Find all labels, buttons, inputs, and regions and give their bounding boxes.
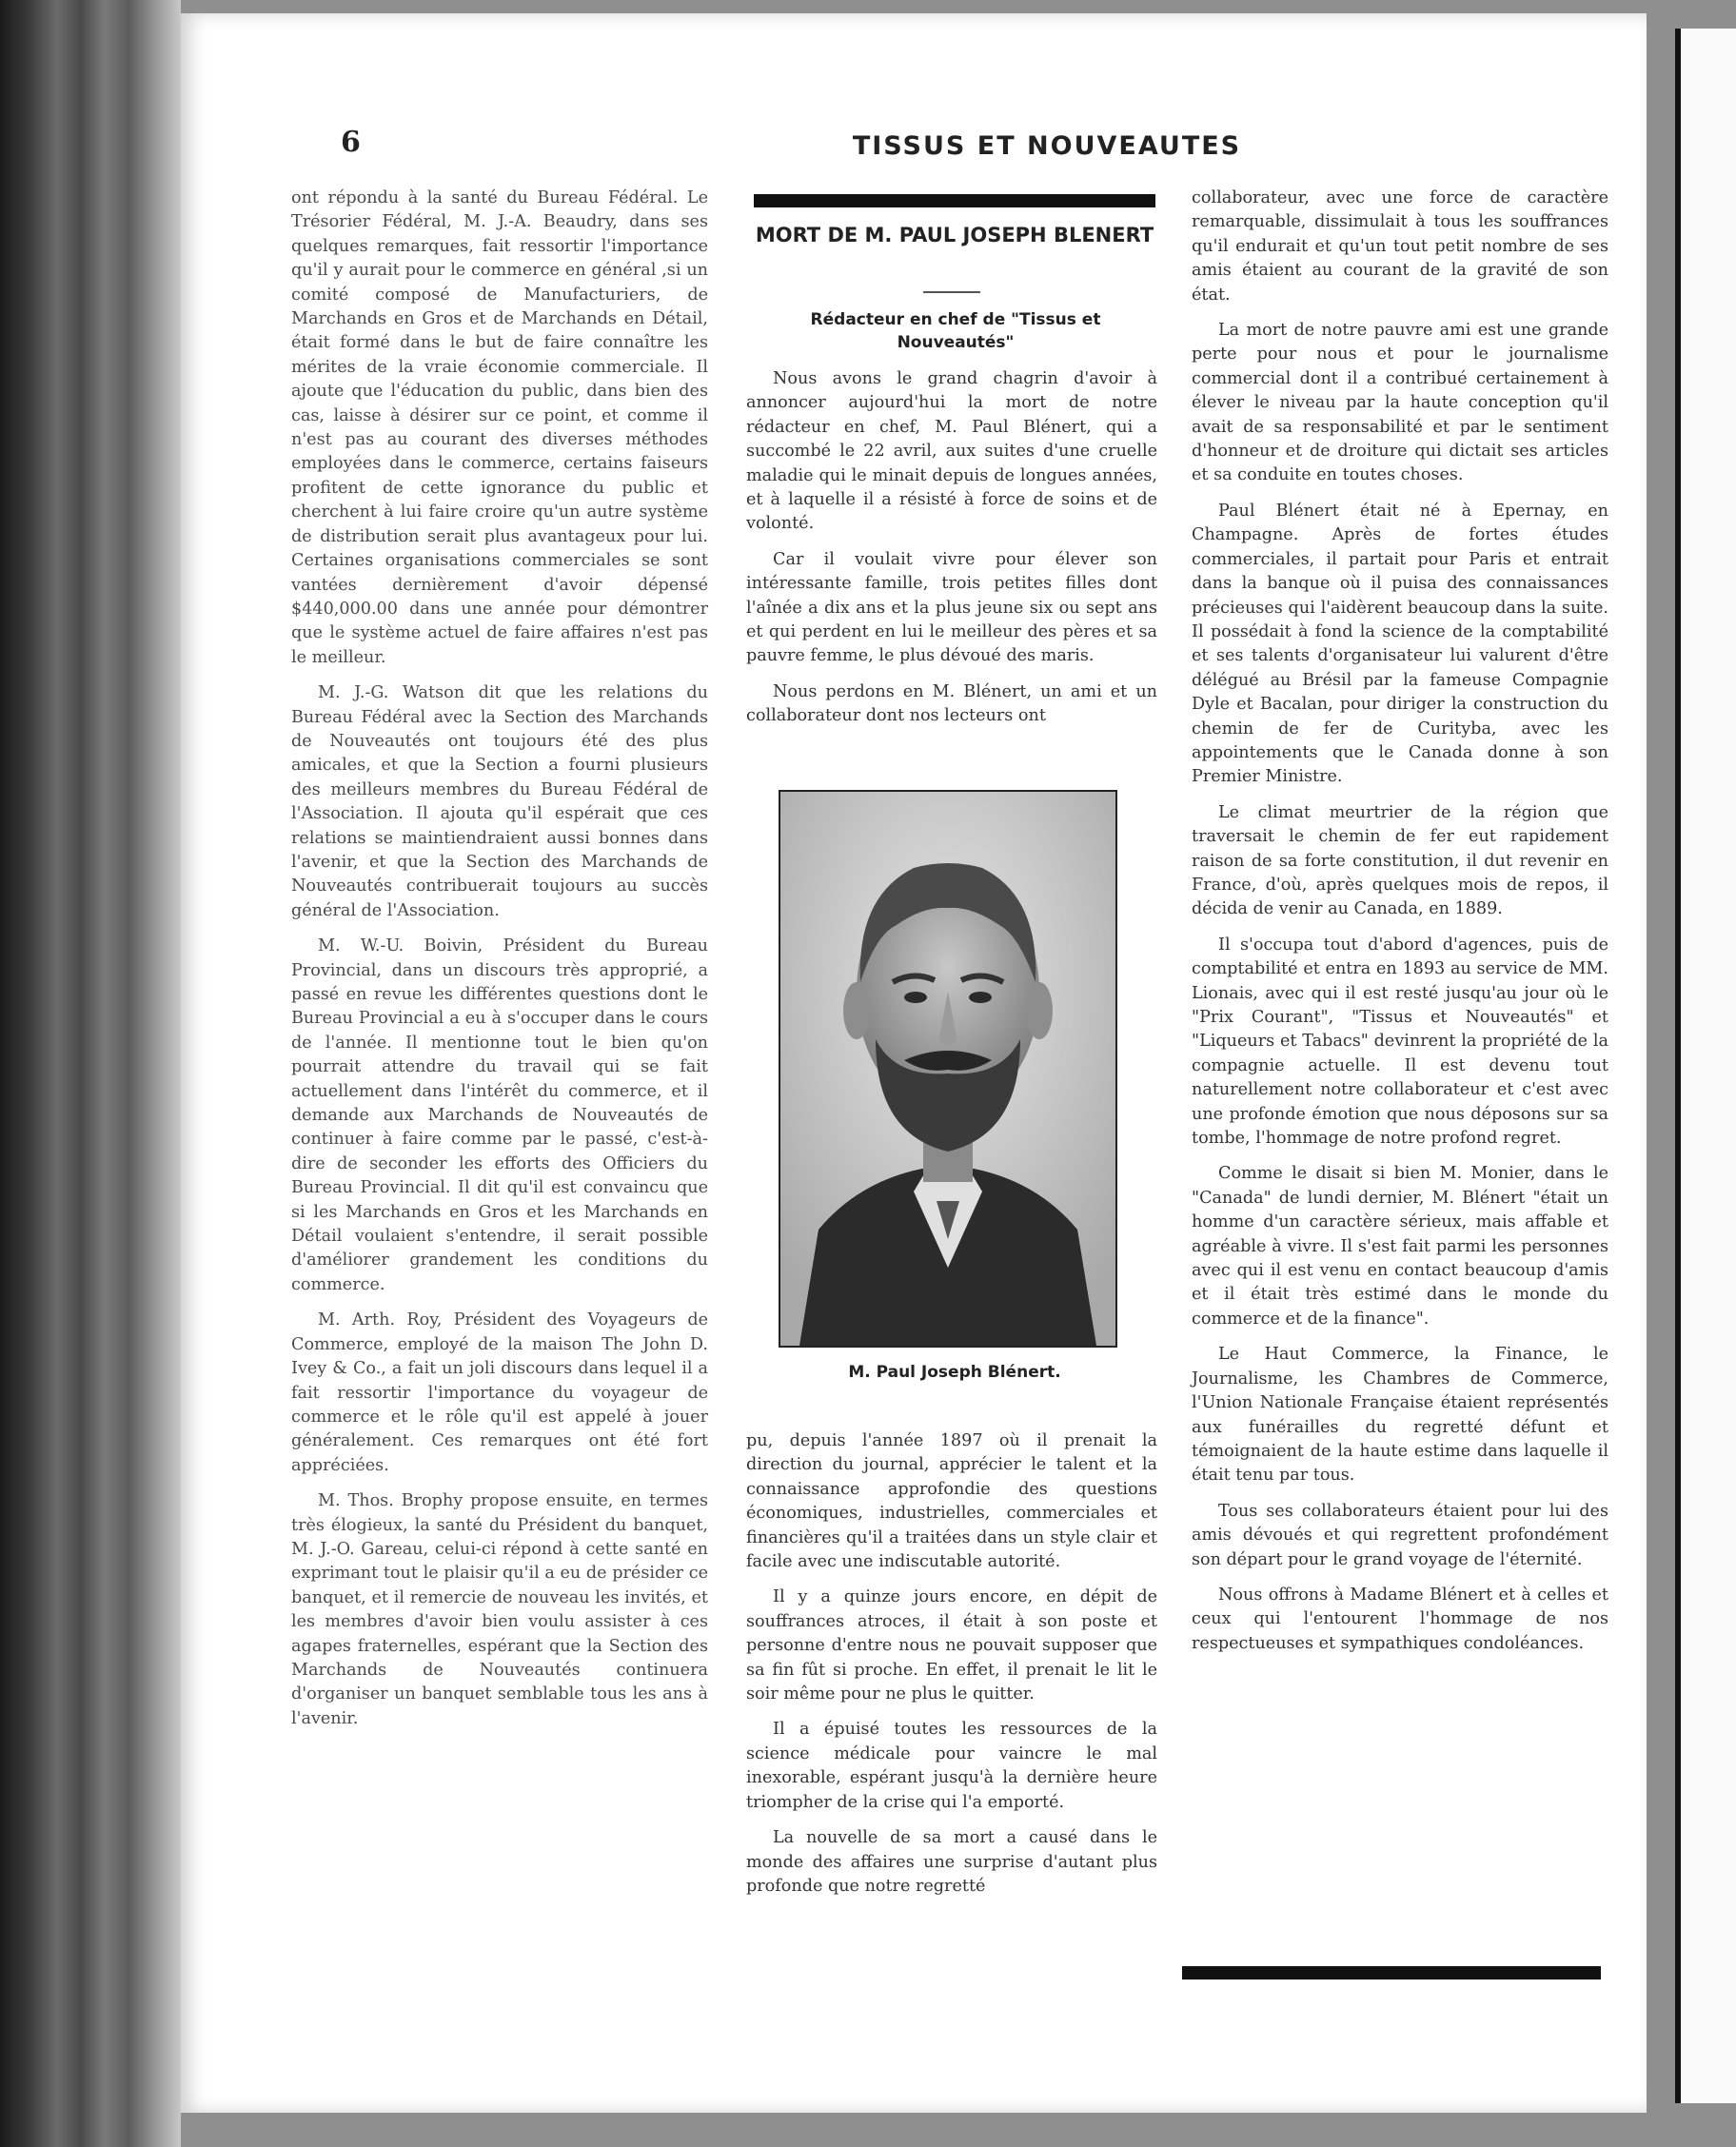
bottom-rule <box>1182 1966 1601 1980</box>
top-rule <box>754 194 1155 207</box>
paragraph: Nous perdons en M. Blénert, un ami et un collaborateur dont nos lecteurs ont <box>746 681 1157 726</box>
paragraph: M. Arth. Roy, Président des Voyageurs de Commerce, employé de la maison The John D. Ivey & Co., a fait un joli discours dans lequel il a fait ressortir l'importance du voyageur de commerce et le rôle qu'il est appelé à jouer généralement. Ces remarques ont été fort appréciées. <box>291 1310 708 1475</box>
article-column-top <box>746 367 1157 740</box>
paragraph: Le Haut Commerce, la Finance, le Journalisme, les Chambres de Commerce, l'Union Nationale Française étaient représentés aux funérailles du regretté défunt et témoignaient de la haute estime dans laquelle il était tenu par tous. <box>1192 1345 1608 1486</box>
book-binding <box>0 0 181 2147</box>
paragraph: M. W.-U. Boivin, Président du Bureau Provincial, dans un discours très approprié, a passé en revue les différentes questions dont le Bureau Provincial a eu à s'occuper dans le cours de l'année. Il mentionne tout le bien qu'on pourrait attendre du travail qui se fait actuellement dans l'intérêt du commerce, et il demande aux Marchands de Nouveautés de continuer à faire comme par le passé, c'est-à-dire de seconder les efforts des Officiers du Bureau Provincial. Il dit qu'il est convaincu que si les Marchands en Gros et les Marchands en Détail voulaient s'entendre, il serait possible d'améliorer grandement les conditions du commerce. <box>291 936 708 1294</box>
right-column <box>1192 187 1608 1667</box>
paragraph: collaborateur, avec une force de caractère remarquable, dissimulait à tous les souffrances qu'il endurait et qu'un tout petit nombre de ses amis étaient au courant de la gravité de son état. <box>1192 188 1608 305</box>
paragraph: ont répondu à la santé du Bureau Fédéral. Le Trésorier Fédéral, M. J.-A. Beaudry, dans ses quelques remarques, fait ressortir l'importance qu'il y aurait pour le commerce en général ,si un comité composé de Manufacturiers, de Marchands en Gros et de Marchands en Détail, était formé dans le but de faire connaître les mérites de la vraie économie commerciale. Il ajoute que l'éducation du public, dans bien des cas, laisse à désirer sur ce point, et comme il n'est pas au courant des diverses méthodes employées dans le commerce, certains faiseurs profitent de cette ignorance du public et cherchent à lui faire croire qu'un autre système de distribution serait plus avantageux pour lui. Certaines organisations commerciales se sont vantées dernièrement d'avoir dépensé $440,000.00 dans une année pour démontrer que le système actuel de faire affaires n'est pas le meilleur. <box>291 188 708 667</box>
paragraph: Le climat meurtrier de la région que traversait le chemin de fer eut rapidement raison de sa forte constitution, il dut revenir en France, d'où, après quelques mois de repos, il décida de venir au Canada, en 1889. <box>1192 802 1608 919</box>
paragraph: Tous ses collaborateurs étaient pour lui des amis dévoués et qui regrettent profondément son départ pour le grand voyage de l'éternité. <box>1192 1501 1608 1569</box>
paragraph: La mort de notre pauvre ami est une grande perte pour nous et pour le journalisme commercial dont il a contribué certainement à élever le niveau par la haute conception qu'il avait de sa responsabilité et par le sentiment d'honneur et de droiture qui dictait ses articles et sa conduite en toutes choses. <box>1192 321 1608 485</box>
article-subtitle: Rédacteur en chef de "Tissus et Nouveautés" <box>810 310 1101 352</box>
left-column <box>291 187 708 1743</box>
article-column-bottom <box>746 1429 1157 1910</box>
paragraph: M. Thos. Brophy propose ensuite, en termes très élogieux, la santé du Président du banquet, M. J.-O. Gareau, celui-ci répond à cette santé en exprimant tout le plaisir qu'il a eu de présider ce banquet, et il remercie de nouveau les invités, et les membres d'avoir bien voulu assister à ces agapes fraternelles, espérant que la Section des Marchands de Nouveautés continuera d'organiser un banquet semblable tous les ans à l'avenir. <box>291 1491 708 1728</box>
portrait-image <box>780 792 1115 1346</box>
portrait-photo <box>779 790 1117 1348</box>
journal-page <box>181 13 1647 2113</box>
next-page-edge <box>1675 29 1736 2103</box>
paragraph: Car il voulait vivre pour élever son intéressante famille, trois petites filles dont l'aînée a dix ans et la plus jeune six ou sept ans et qui perdent en lui le meilleur des pères et sa pauvre femme, le plus dévoué des maris. <box>746 549 1157 666</box>
article-title: MORT DE M. PAUL JOSEPH BLENERT <box>755 224 1154 246</box>
paragraph: Paul Blénert était né à Epernay, en Champagne. Après de fortes études commerciales, il partait pour Paris et entrait dans la banque où il puisa des connaissances précieuses qui l'aidèrent beaucoup dans la suite. Il possédait à fond la science de la comptabilité et ses talents d'organisateur lui valurent d'être délégué au Brésil par la fameuse Compagnie Dyle et Bacalan, pour diriger la construction du chemin de fer de Curityba, avec les appointements que le Canada donne à son Premier Ministre. <box>1192 501 1608 787</box>
running-head: TISSUS ET NOUVEAUTES <box>852 131 1242 161</box>
title-divider <box>923 291 980 293</box>
photo-caption: M. Paul Joseph Blénert. <box>848 1363 1061 1382</box>
paragraph: Il a épuisé toutes les ressources de la science médicale pour vaincre le mal inexorable, espérant jusqu'à la dernière heure triompher de la crise qui l'a emporté. <box>746 1720 1157 1812</box>
paragraph: La nouvelle de sa mort a causé dans le monde des affaires une surprise d'autant plus profonde que notre regretté <box>746 1828 1157 1896</box>
paragraph: Comme le disait si bien M. Monier, dans le "Canada" de lundi dernier, M. Blénert "était un homme d'un caractère sérieux, mais affable et agréable à vivre. Il s'est fait parmi les personnes avec qui il est venu en contact beaucoup d'amis et il était très estimé dans le monde du commerce et de la finance". <box>1192 1164 1608 1329</box>
paragraph: Nous avons le grand chagrin d'avoir à annoncer aujourd'hui la mort de notre rédacteur en chef, M. Paul Blénert, qui a succombé le 22 avril, aux suites d'une cruelle maladie qui le minait depuis de longues années, et à laquelle il a résisté à force de soins et de volonté. <box>746 369 1157 534</box>
paragraph: pu, depuis l'année 1897 où il prenait la direction du journal, apprécier le talent et la connaissance approfondie des questions économiques, industrielles, commerciales et financières qu'il a traitées dans un style clair et facile avec une indiscutable autorité. <box>746 1431 1157 1572</box>
paragraph: Il s'occupa tout d'abord d'agences, puis de comptabilité et entra en 1893 au service de MM. Lionais, avec qui il est resté jusqu'au jour où le "Prix Courant", "Tissus et Nouveautés" et "Liqueurs et Tabacs" devinrent la propriété de la compagnie actuelle. Il est devenu tout naturellement notre collaborateur et c'est avec une profonde émotion que nous déposons sur sa tombe, l'hommage de notre profond regret. <box>1192 935 1608 1149</box>
paragraph: Nous offrons à Madame Blénert et à celles et ceux qui l'entourent l'hommage de nos respectueuses et sympathiques condoléances. <box>1192 1585 1608 1653</box>
paragraph: Il y a quinze jours encore, en dépit de souffrances atroces, il était à son poste et personne d'entre nous ne pouvait supposer que sa fin fût si proche. En effet, il prenait le lit le soir même pour ne plus le quitter. <box>746 1587 1157 1704</box>
page-number: 6 <box>341 126 361 159</box>
paragraph: M. J.-G. Watson dit que les relations du Bureau Fédéral avec la Section des Marchands de Nouveautés ont toujours été des plus amicales, et que la Section a fourni plusieurs des meilleurs membres du Bureau Fédéral de l'Association. Il ajouta qu'il espérait que ces relations se maintiendraient aussi bonnes dans l'avenir, et que la Section des Marchands de Nouveautés contribuerait toujours au succès général de l'Association. <box>291 683 708 920</box>
